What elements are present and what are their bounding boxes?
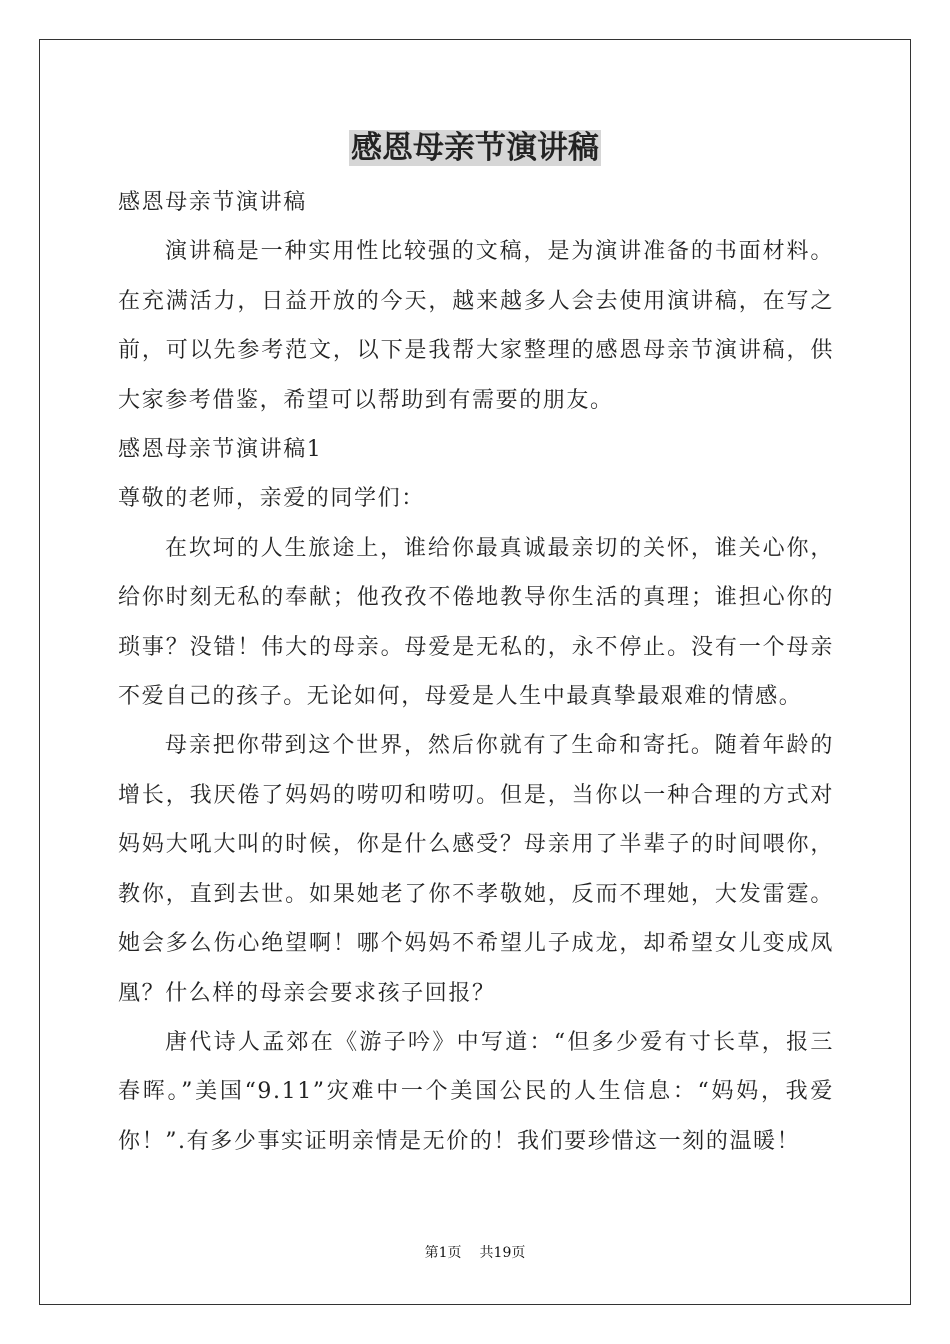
- body-paragraph: 在坎坷的人生旅途上，谁给你最真诚最亲切的关怀，谁关心你，给你时刻无私的奉献；他孜孜不倦地教导你生活的真理；谁担心你的琐事？没错！伟大的母亲。母爱是无私的，永不停止。没有一个母亲不爱自己的孩子。无论如何，母爱是人生中最真挚最艰难的情感。: [118, 535, 834, 710]
- document-body: [118, 178, 834, 1166]
- document-title: [0, 126, 950, 170]
- salutation: 尊敬的老师，亲爱的同学们：: [118, 486, 425, 512]
- page-footer: [0, 1243, 950, 1263]
- page-number: 第1页: [424, 1245, 462, 1261]
- page-total: 共19页: [479, 1245, 526, 1261]
- body-paragraph: 唐代诗人孟郊在《游子吟》中写道：“但多少爱有寸长草，报三春晖。”美国“9.11”灾难中一个美国公民的人生信息：“妈妈，我爱你！”.有多少事实证明亲情是无价的！我们要珍惜这一刻的温暖！: [118, 1029, 834, 1154]
- section-heading: 感恩母亲节演讲稿1: [118, 437, 323, 463]
- document-title-text: 感恩母亲节演讲稿: [351, 130, 599, 166]
- intro-paragraph: 演讲稿是一种实用性比较强的文稿，是为演讲准备的书面材料。在充满活力，日益开放的今天，越来越多人会去使用演讲稿，在写之前，可以先参考范文，以下是我帮大家整理的感恩母亲节演讲稿，供大家参考借鉴，希望可以帮助到有需要的朋友。: [118, 239, 834, 413]
- subtitle-line: 感恩母亲节演讲稿: [118, 190, 307, 215]
- body-paragraph: 母亲把你带到这个世界，然后你就有了生命和寄托。随着年龄的增长，我厌倦了妈妈的唠叨和唠叨。但是，当你以一种合理的方式对妈妈大吼大叫的时候，你是什么感受？母亲用了半辈子的时间喂你，教你，直到去世。如果她老了你不孝敬她，反而不理她，大发雷霆。她会多么伤心绝望啊！哪个妈妈不希望儿子成龙，却希望女儿变成凤凰？什么样的母亲会要求孩子回报？: [118, 733, 834, 1006]
